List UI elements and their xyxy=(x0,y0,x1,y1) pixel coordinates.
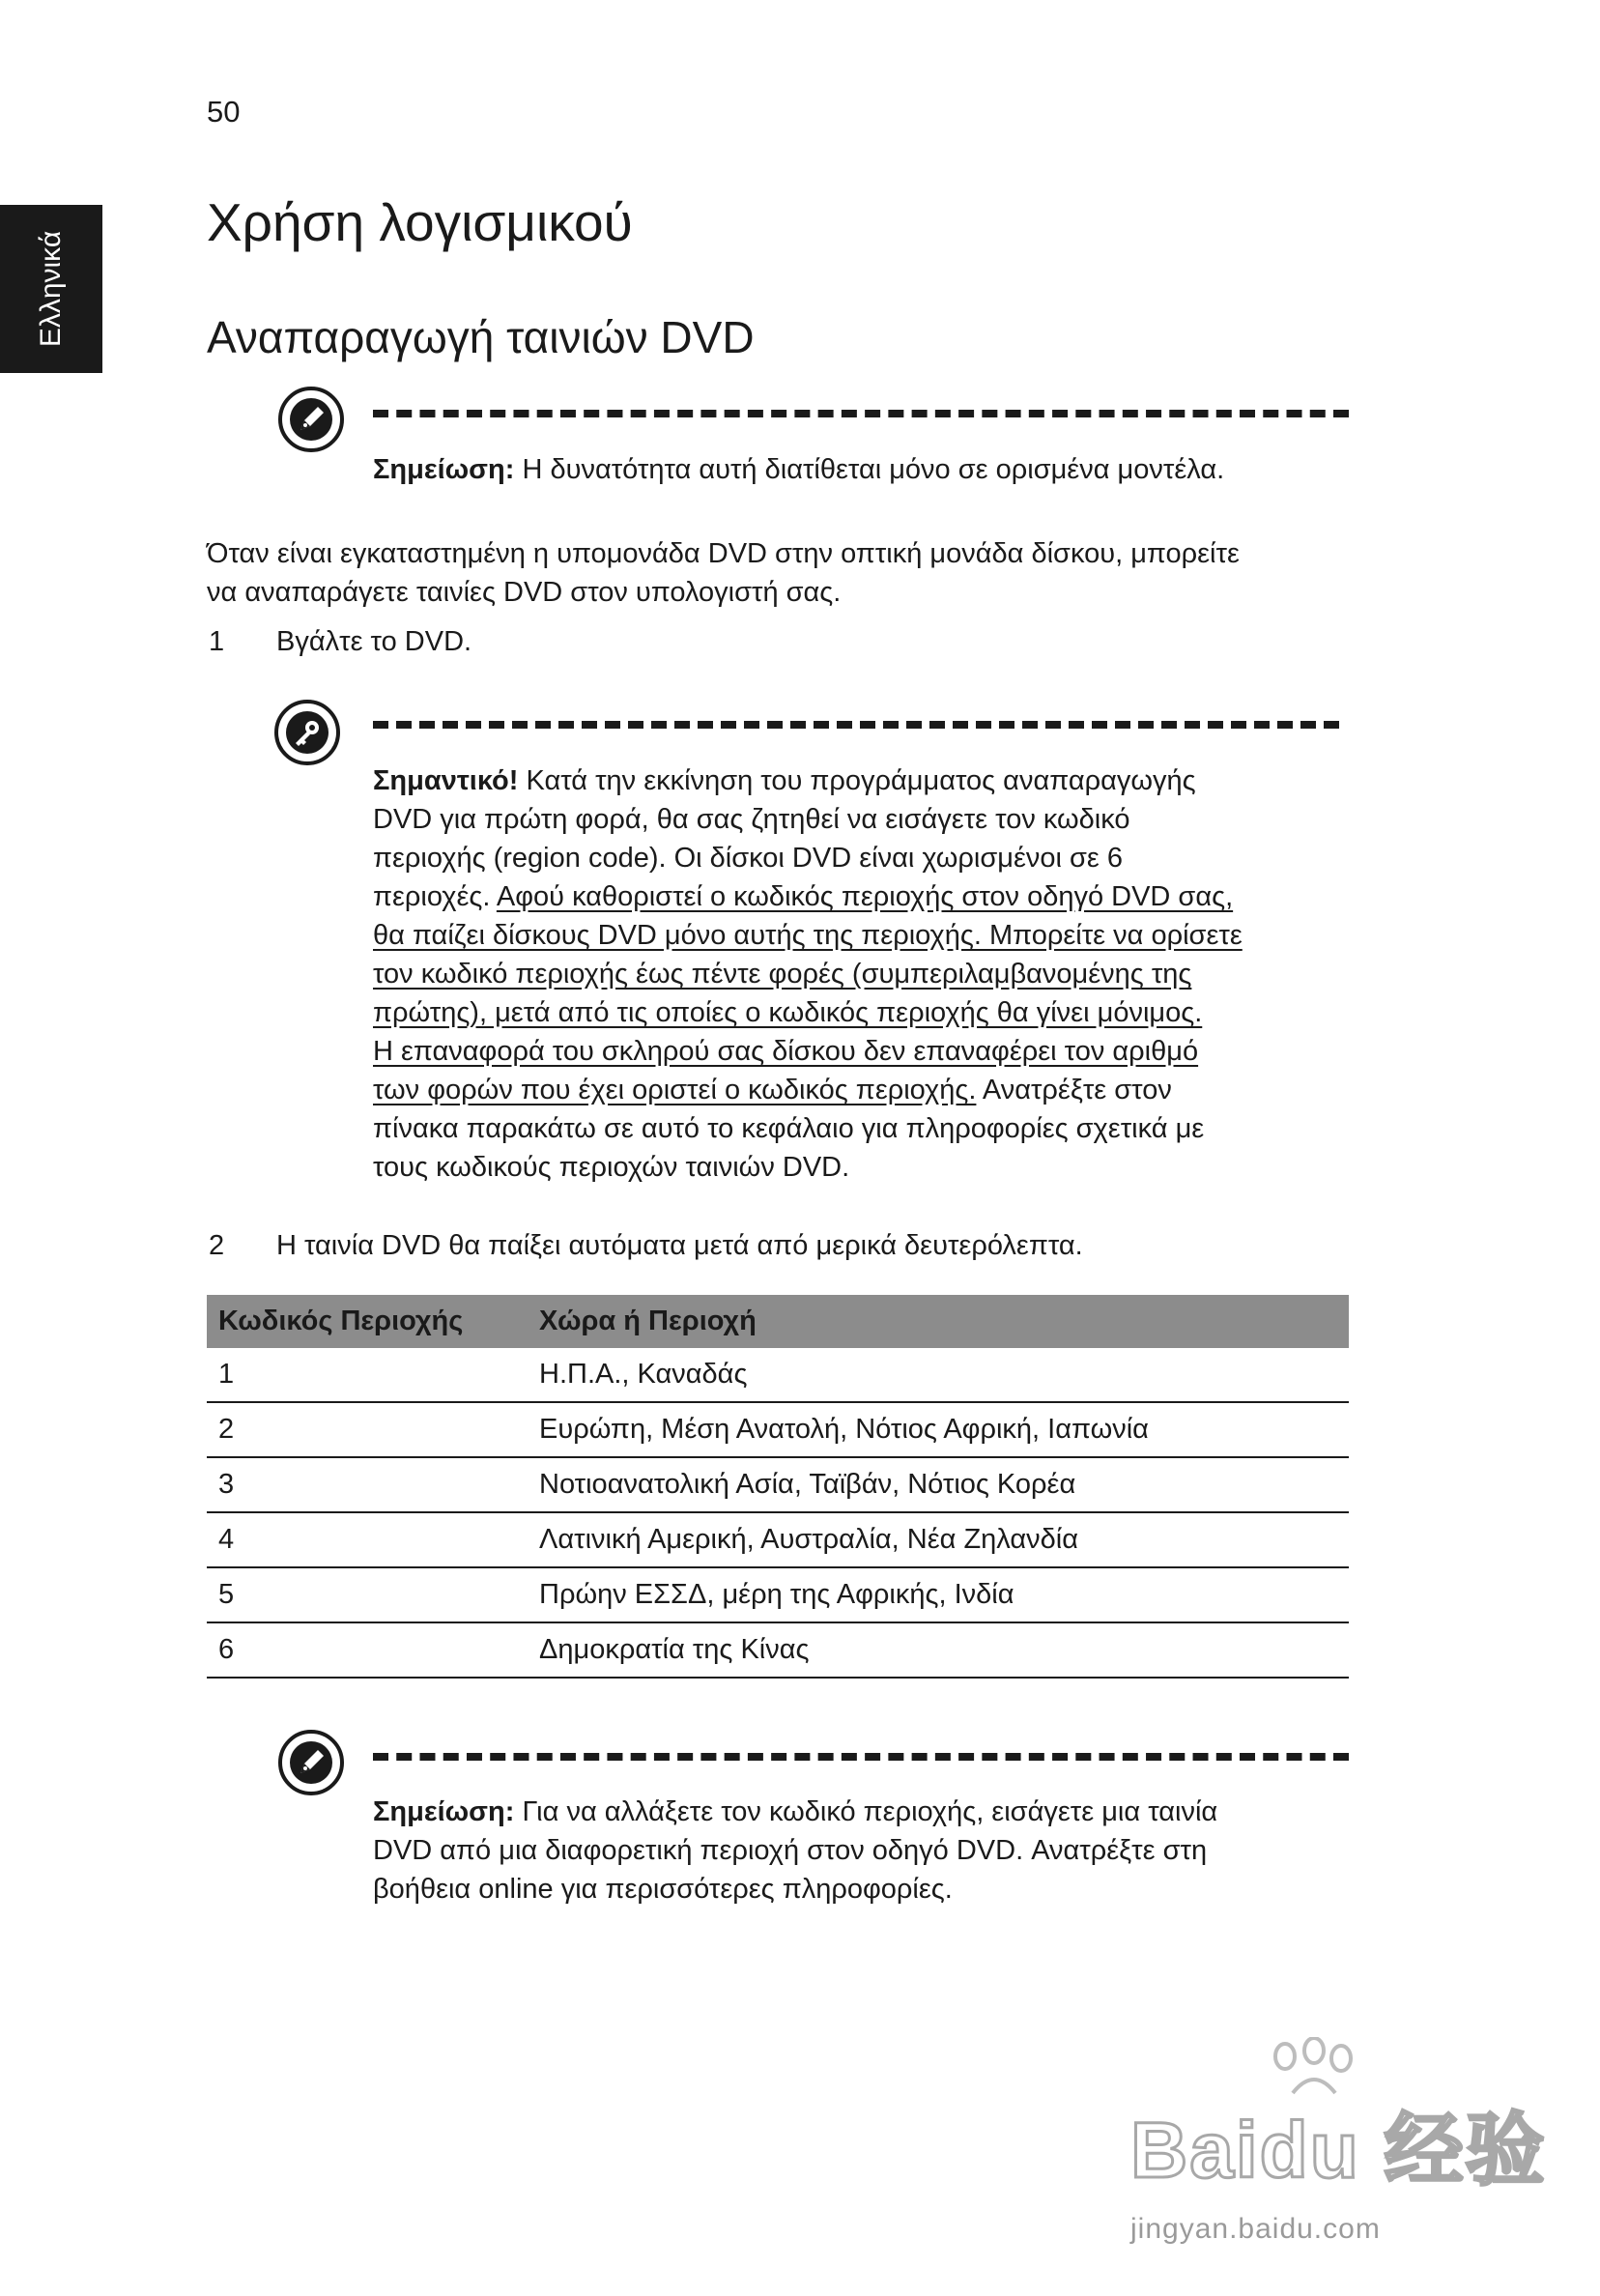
table-cell-code: 3 xyxy=(207,1457,528,1512)
important-label: Σημαντικό! xyxy=(373,765,519,796)
table-cell-region: Δημοκρατία της Κίνας xyxy=(528,1622,1349,1678)
section-title: Αναπαραγωγή ταινιών DVD xyxy=(207,312,755,362)
watermark-brand: Baidu 经验 xyxy=(1130,2107,1547,2195)
table-cell-code: 6 xyxy=(207,1622,528,1678)
important-underlined: πρώτης), μετά από τις οποίες ο κωδικός περιοχής θα γίνει μόνιμος. xyxy=(373,997,1203,1028)
table-cell-region: Η.Π.Α., Καναδάς xyxy=(528,1348,1349,1402)
important-underlined: Αφού καθοριστεί ο κωδικός περιοχής στον οδηγό DVD σας, xyxy=(496,881,1234,912)
note-body: βοήθεια online για περισσότερες πληροφορίες. xyxy=(373,1874,953,1905)
table-cell-region: Ευρώπη, Μέση Ανατολή, Νότιος Αφρική, Ιαπωνία xyxy=(528,1402,1349,1457)
table-cell-code: 4 xyxy=(207,1512,528,1567)
note-body: Η δυνατότητα αυτή διατίθεται μόνο σε ορισμένα μοντέλα. xyxy=(514,454,1225,485)
important-line: Κατά την εκκίνηση του προγράμματος αναπαραγωγής xyxy=(518,765,1196,796)
table-cell-code: 5 xyxy=(207,1567,528,1622)
note-body: Για να αλλάξετε τον κωδικό περιοχής, εισάγετε μια ταινία xyxy=(514,1796,1218,1827)
language-side-tab xyxy=(0,205,102,373)
note-divider xyxy=(373,1753,1349,1761)
important-underlined: τον κωδικό περιοχής έως πέντε φορές (συμπεριλαμβανομένης της xyxy=(373,959,1192,990)
pen-note-icon xyxy=(278,1730,344,1795)
table-cell-code: 1 xyxy=(207,1348,528,1402)
paw-watermark-icon xyxy=(1256,2037,1372,2095)
table-header-region: Χώρα ή Περιοχή xyxy=(528,1295,1349,1348)
table-row xyxy=(207,1512,1349,1567)
step-number: 1 xyxy=(209,626,225,657)
table-header-code: Κωδικός Περιοχής xyxy=(207,1295,528,1348)
note-text xyxy=(373,1793,1349,1909)
watermark-url: jingyan.baidu.com xyxy=(1130,2213,1381,2245)
note-label: Σημείωση: xyxy=(373,1796,515,1827)
note-text xyxy=(373,450,1349,489)
important-line: περιοχής (region code). Οι δίσκοι DVD είναι χωρισμένοι σε 6 xyxy=(373,843,1124,874)
key-important-icon xyxy=(274,700,340,765)
pen-note-icon xyxy=(278,387,344,452)
page-title: Χρήση λογισμικού xyxy=(207,192,633,252)
important-line: περιοχές. xyxy=(373,881,497,912)
table-row xyxy=(207,1457,1349,1512)
note-body: DVD από μια διαφορετική περιοχή στον οδηγό DVD. Ανατρέξτε στη xyxy=(373,1835,1208,1866)
language-label: Ελληνικά xyxy=(35,230,67,348)
table-cell-code: 2 xyxy=(207,1402,528,1457)
table-cell-region: Πρώην ΕΣΣΔ, μέρη της Αφρικής, Ινδία xyxy=(528,1567,1349,1622)
important-line: πίνακα παρακάτω σε αυτό το κεφάλαιο για πληροφορίες σχετικά με xyxy=(373,1113,1205,1144)
table-header-row xyxy=(207,1295,1349,1348)
important-underlined: των φορών που έχει οριστεί ο κωδικός περιοχής. xyxy=(373,1075,977,1105)
intro-line-1: Όταν είναι εγκαταστημένη η υπομονάδα DVD στην οπτική μονάδα δίσκου, μπορείτε xyxy=(207,538,1240,569)
note-divider xyxy=(373,410,1349,417)
important-line: DVD για πρώτη φορά, θα σας ζητηθεί να εισάγετε τον κωδικό xyxy=(373,804,1130,835)
table-cell-region: Νοτιοανατολική Ασία, Ταϊβάν, Νότιος Κορέα xyxy=(528,1457,1349,1512)
table-row xyxy=(207,1402,1349,1457)
table-row xyxy=(207,1622,1349,1678)
intro-line-2: να αναπαράγετε ταινίες DVD στον υπολογιστή σας. xyxy=(207,577,842,608)
important-underlined: θα παίζει δίσκους DVD μόνο αυτής της περιοχής. Μπορείτε να ορίσετε xyxy=(373,920,1243,951)
important-text xyxy=(373,761,1349,1187)
table-cell-region: Λατινική Αμερική, Αυστραλία, Νέα Ζηλανδία xyxy=(528,1512,1349,1567)
note-label: Σημείωση: xyxy=(373,454,515,485)
important-divider xyxy=(373,721,1339,729)
region-code-table xyxy=(207,1295,1349,1679)
important-underlined: Η επαναφορά του σκληρού σας δίσκου δεν επαναφέρει τον αριθμό xyxy=(373,1036,1199,1067)
step-text: Η ταινία DVD θα παίξει αυτόματα μετά από μερικά δευτερόλεπτα. xyxy=(276,1230,1083,1261)
table-row xyxy=(207,1348,1349,1402)
important-line: Ανατρέξτε στον xyxy=(976,1075,1172,1105)
important-line: τους κωδικούς περιοχών ταινιών DVD. xyxy=(373,1152,850,1183)
step-number: 2 xyxy=(209,1230,225,1261)
step-text: Βγάλτε το DVD. xyxy=(276,626,472,657)
page-number: 50 xyxy=(207,95,241,129)
table-row xyxy=(207,1567,1349,1622)
